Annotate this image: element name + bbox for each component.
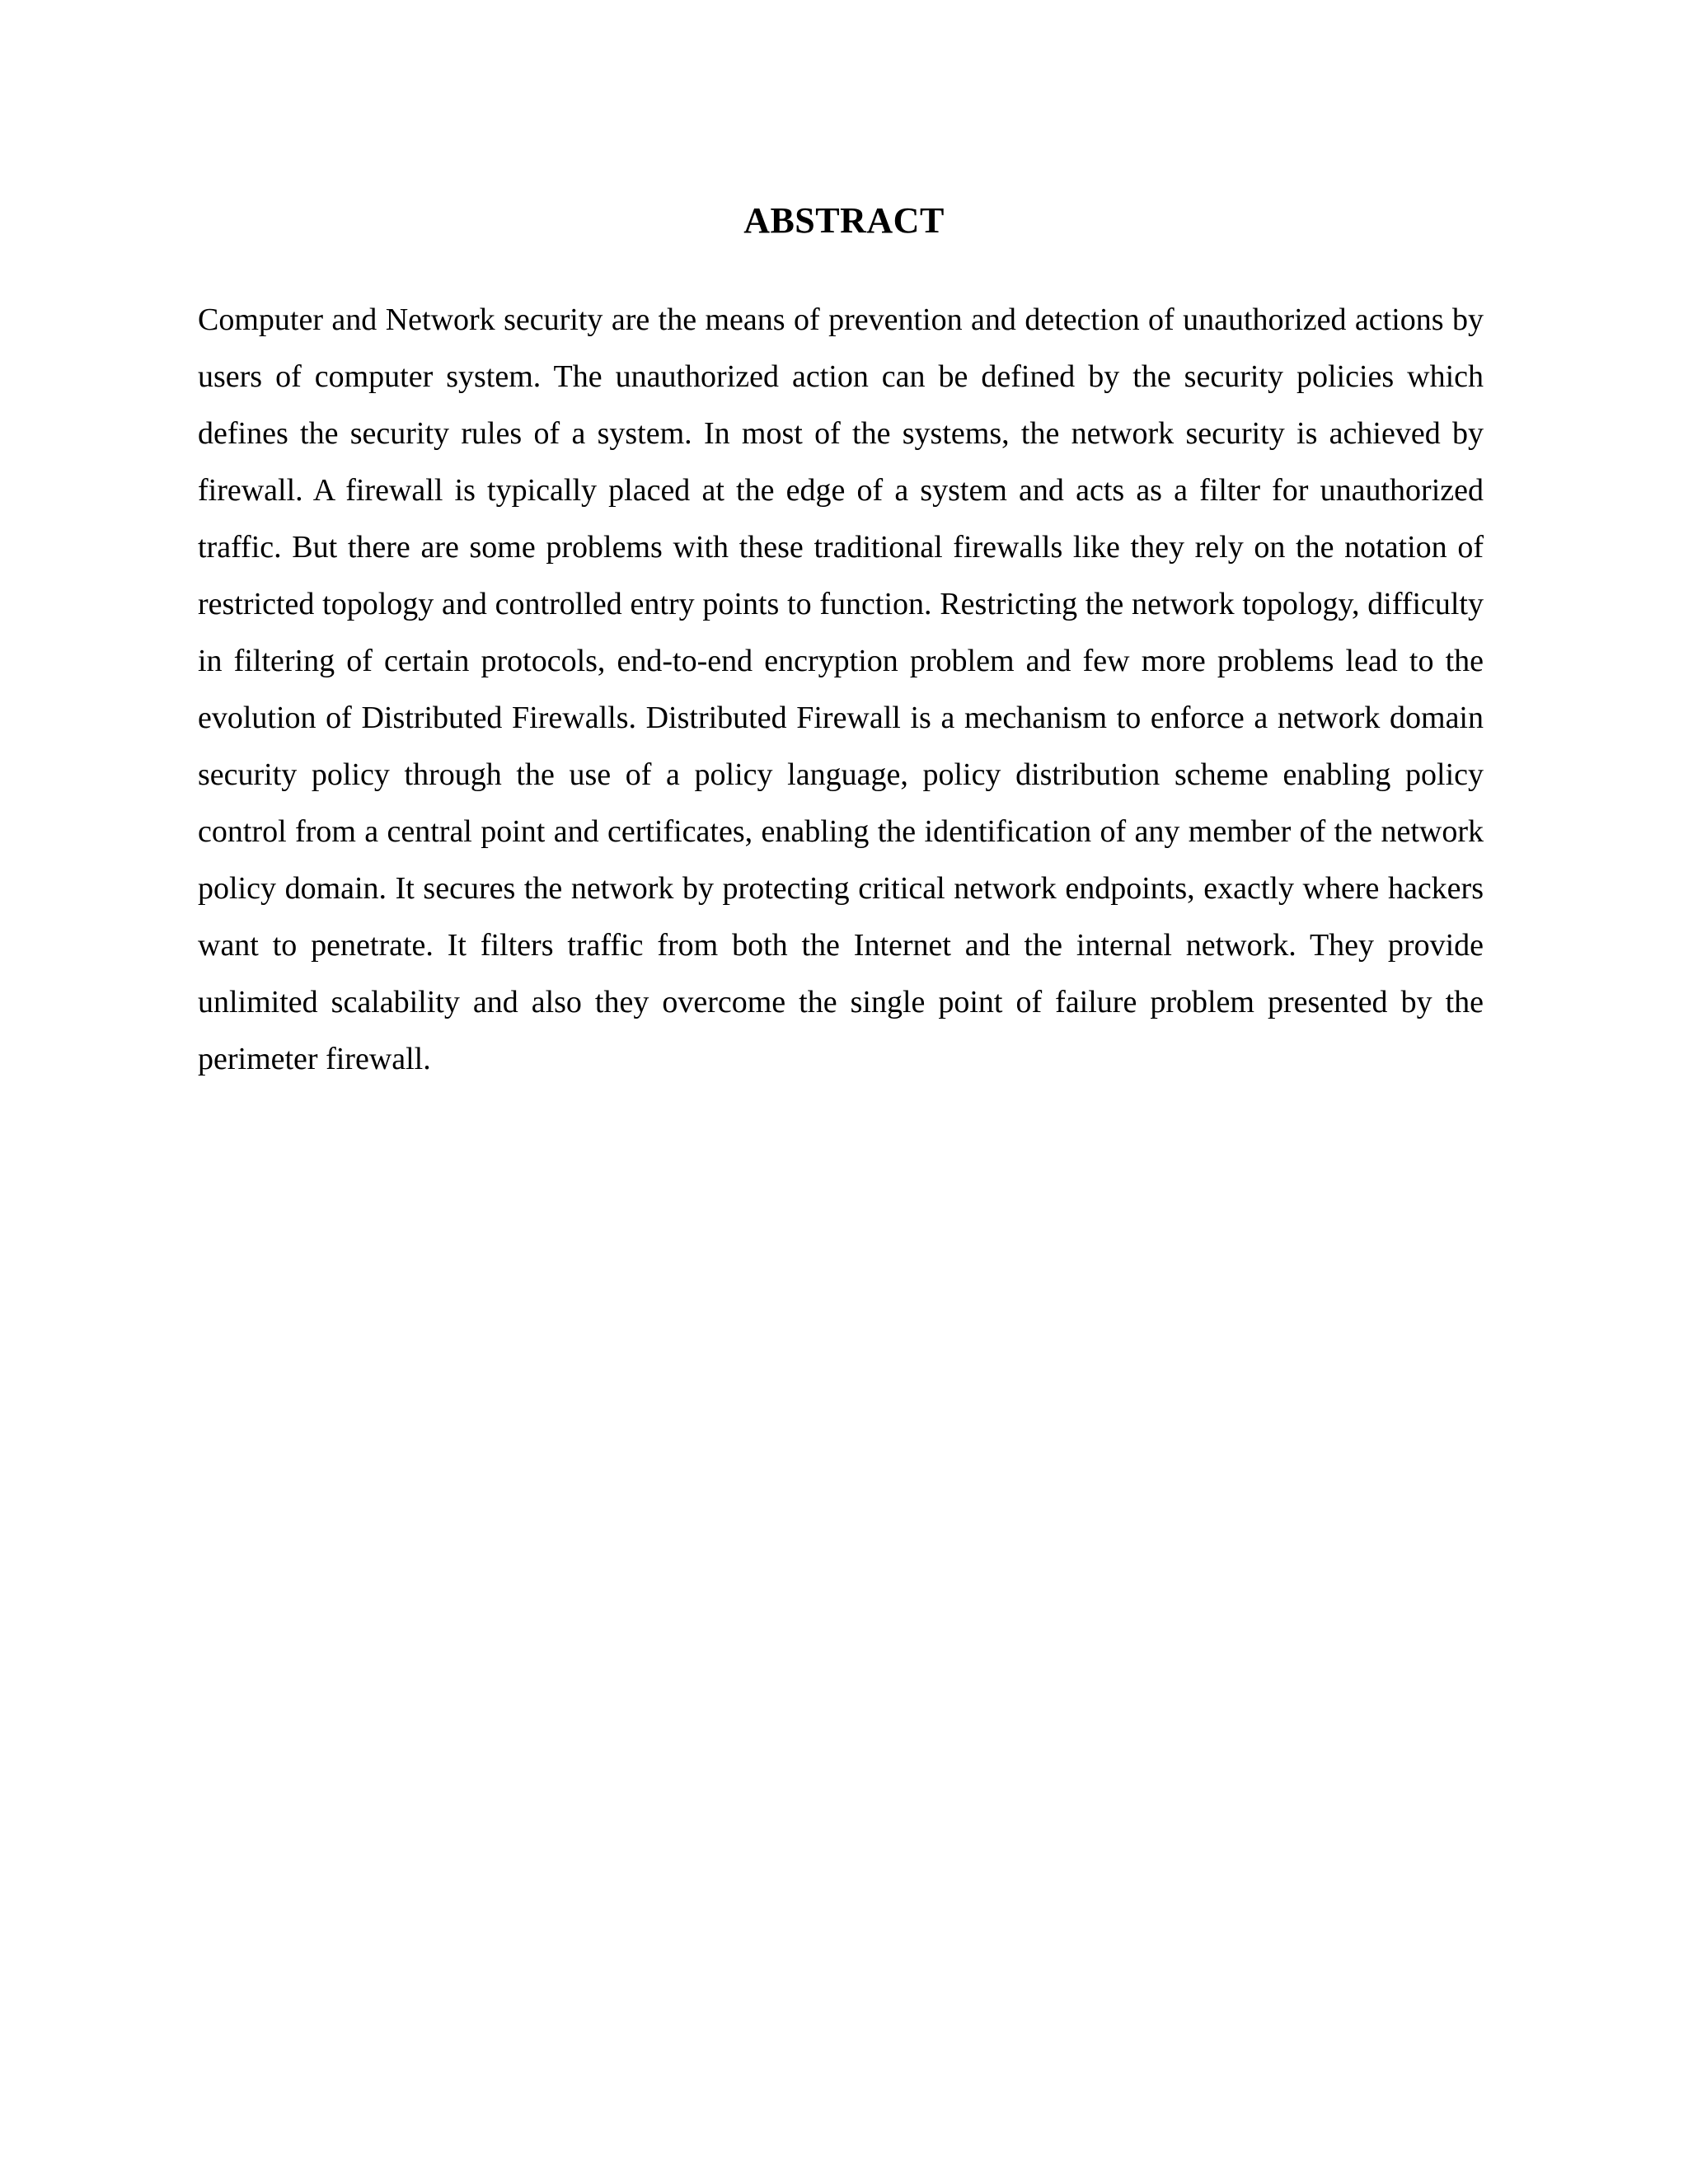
abstract-paragraph: Computer and Network security are the means of prevention and detection of unauthorized actions by users of computer system. The unauthorized action can be defined by the security policies which defines the security rules of a system. In most of the systems, the network security is achieved by firewall. A firewall is typically placed at the edge of a system and acts as a filter for unauthorized traffic. But there are some problems with these traditional firewalls like they rely on the notation of restricted topology and controlled entry points to function. Restricting the network topology, difficulty in filtering of certain protocols, end-to-end encryption problem and few more problems lead to the evolution of Distributed Firewalls. Distributed Firewall is a mechanism to enforce a network domain security policy through the use of a policy language, policy distribution scheme enabling policy control from a central point and certificates, enabling the identification of any member of the network policy domain. It secures the network by protecting critical network endpoints, exactly where hackers want to penetrate. It filters traffic from both the Internet and the internal network. They provide unlimited scalability and also they overcome the single point of failure problem presented by the perimeter firewall. — [198, 302, 1484, 1076]
abstract-heading: ABSTRACT — [743, 200, 945, 241]
